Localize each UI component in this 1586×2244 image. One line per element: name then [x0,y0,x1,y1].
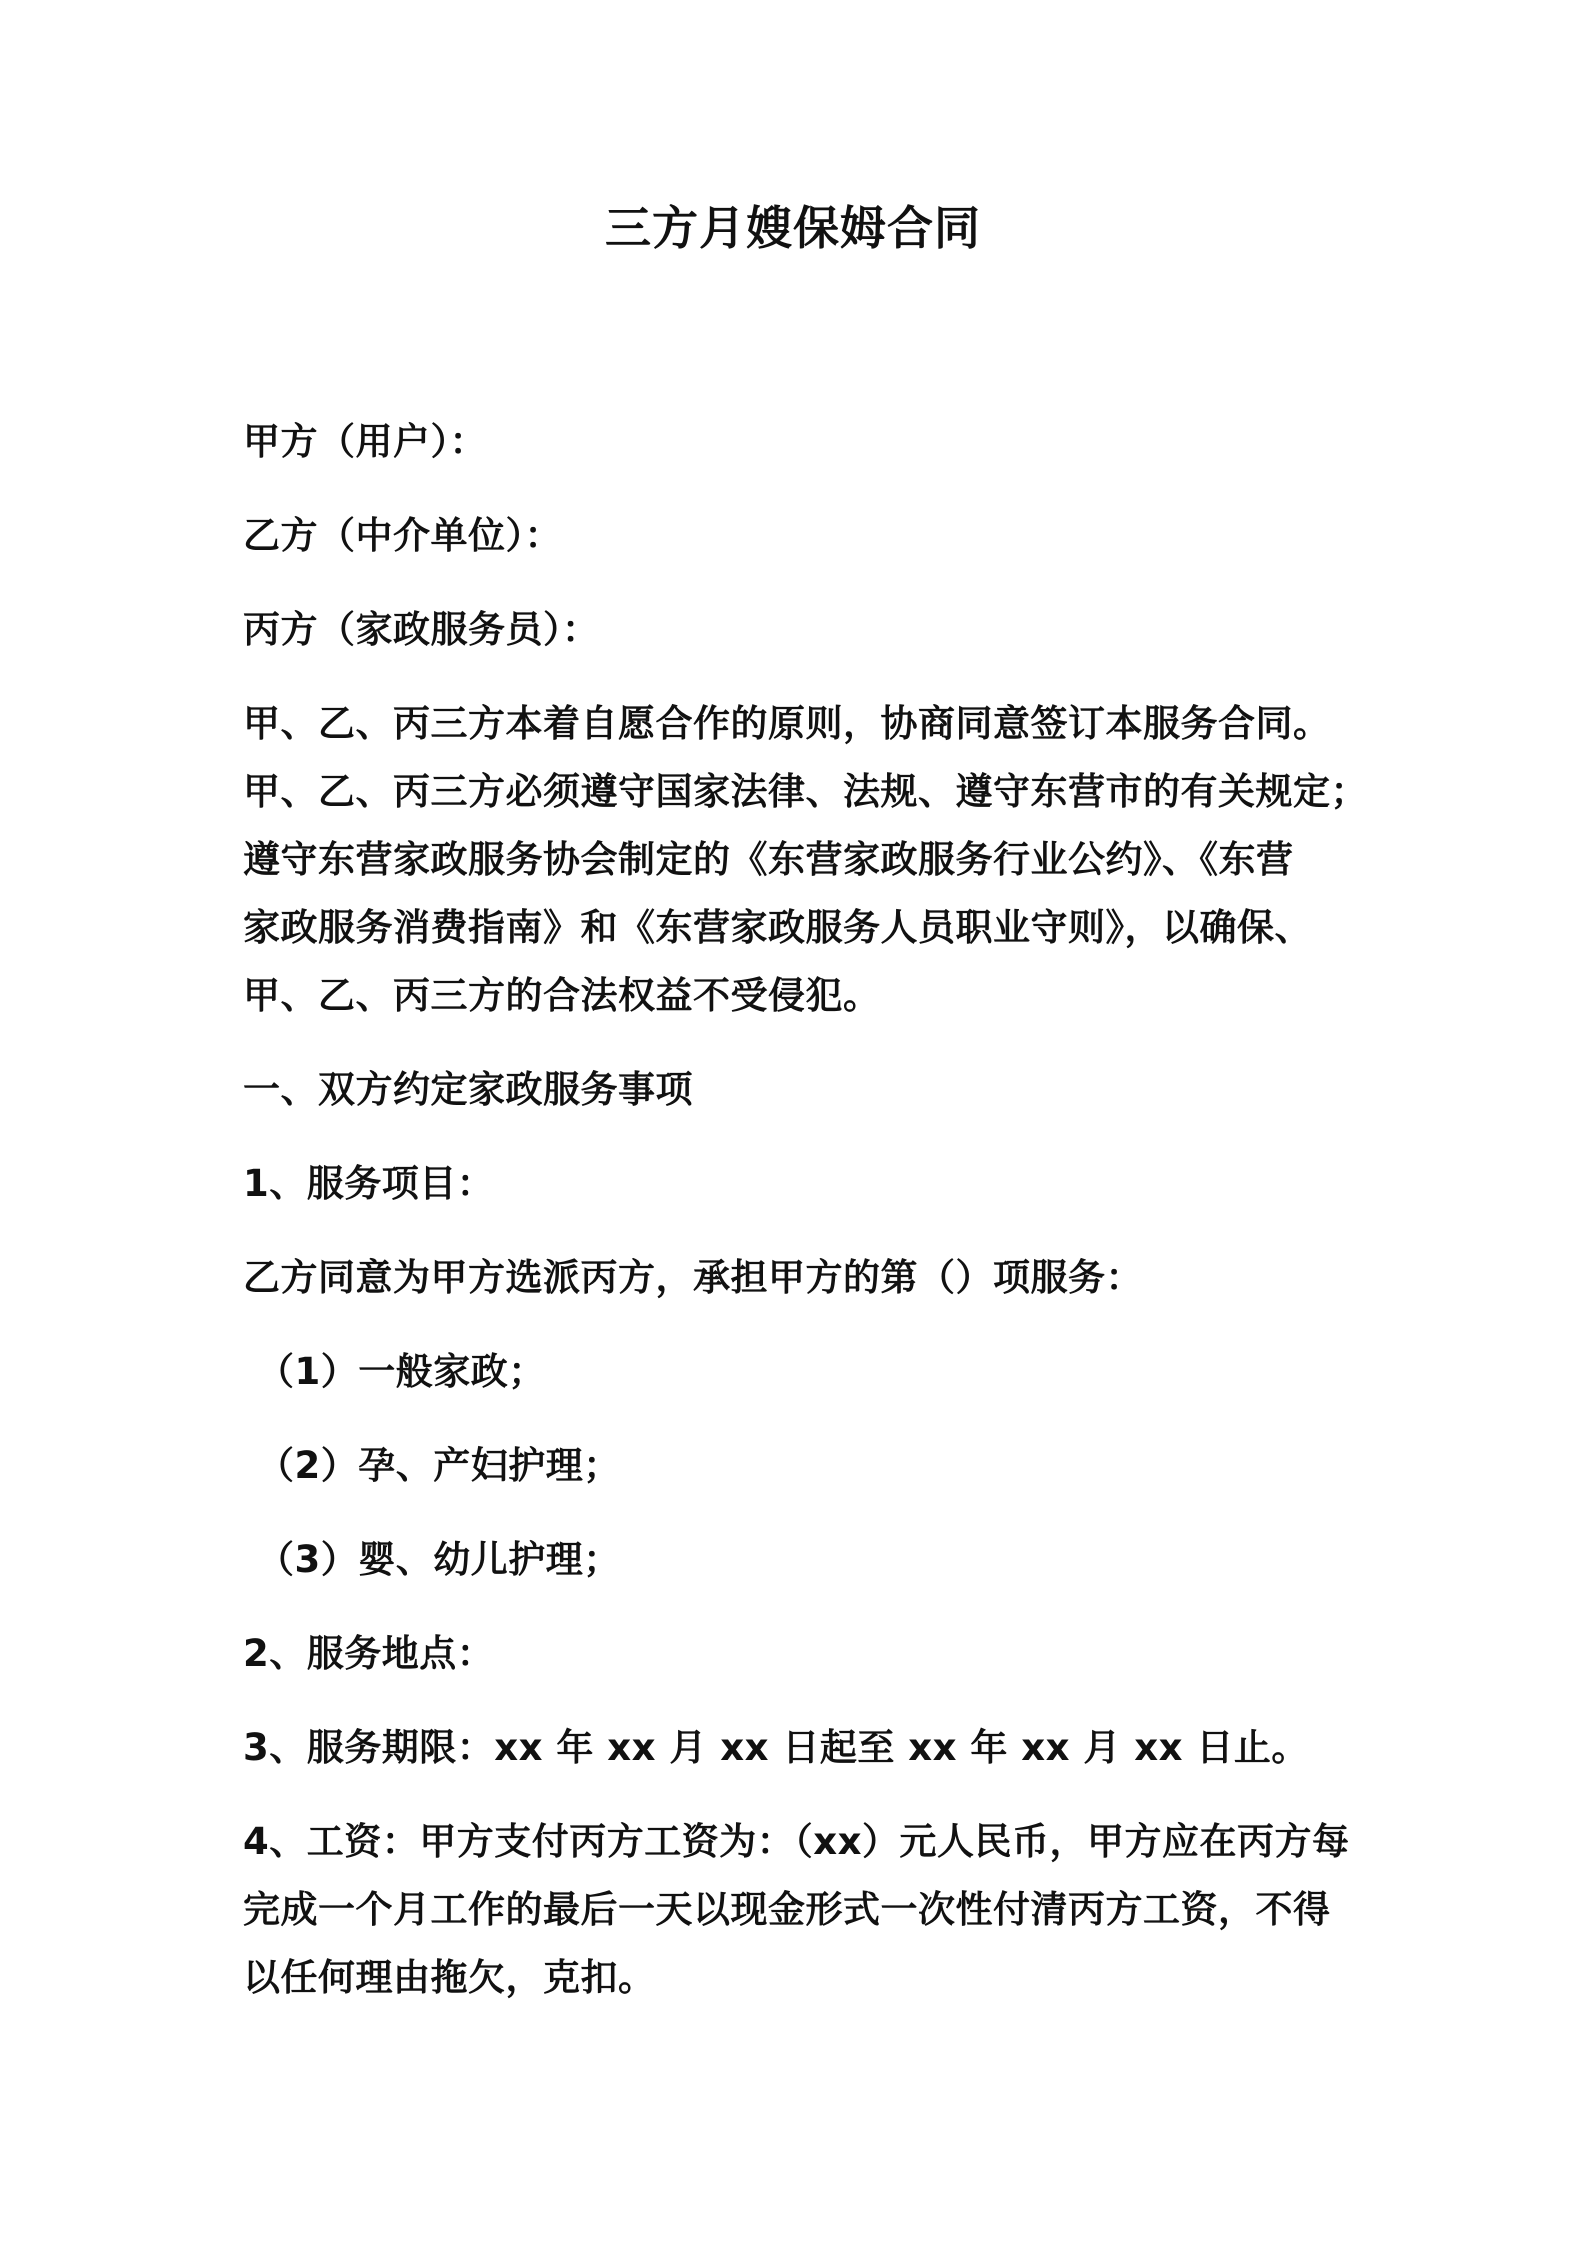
item-2-service-location: 2、服务地点： [243,1632,495,1675]
service-option: （2）孕、产妇护理； [257,1444,621,1487]
preamble-line: 甲、乙、丙三方必须遵守国家法律、法规、遵守东营市的有关规定； [243,770,1368,813]
party-c-line: 丙方（家政服务员）： [243,608,600,651]
service-option: （1）一般家政； [257,1350,546,1393]
service-option: （3）婴、幼儿护理； [257,1538,621,1581]
preamble-paragraph [243,677,1368,1043]
document-title: 三方月嫂保姆合同 [605,201,981,255]
item-3-service-period: 3、服务期限：xx 年 xx 月 xx 日起至 xx 年 xx 月 xx 日止。 [243,1726,1309,1769]
item-4-wage-paragraph [243,1795,1363,2025]
preamble-line: 家政服务消费指南》和《东营家政服务人员职业守则》，以确保、 [243,906,1312,949]
contract-body [243,395,1368,2025]
preamble-line: 甲、乙、丙三方的合法权益不受侵犯。 [243,974,881,1017]
wage-line: 以任何理由拖欠，克扣。 [243,1956,656,1999]
party-a-line: 甲方（用户）： [243,420,487,463]
wage-line: 完成一个月工作的最后一天以现金形式一次性付清丙方工资，不得 [243,1888,1331,1931]
item-1-service-items: 1、服务项目： [243,1162,495,1205]
item-1-description: 乙方同意为甲方选派丙方，承担甲方的第（）项服务： [243,1256,1143,1299]
preamble-line: 甲、乙、丙三方本着自愿合作的原则，协商同意签订本服务合同。 [243,702,1331,745]
wage-line: 4、工资：甲方支付丙方工资为：（xx）元人民币，甲方应在丙方每 [243,1820,1350,1863]
party-b-line: 乙方（中介单位）： [243,514,562,557]
section-1-heading: 一、双方约定家政服务事项 [243,1068,693,1111]
preamble-line: 遵守东营家政服务协会制定的《东营家政服务行业公约》、《东营 [243,838,1294,881]
